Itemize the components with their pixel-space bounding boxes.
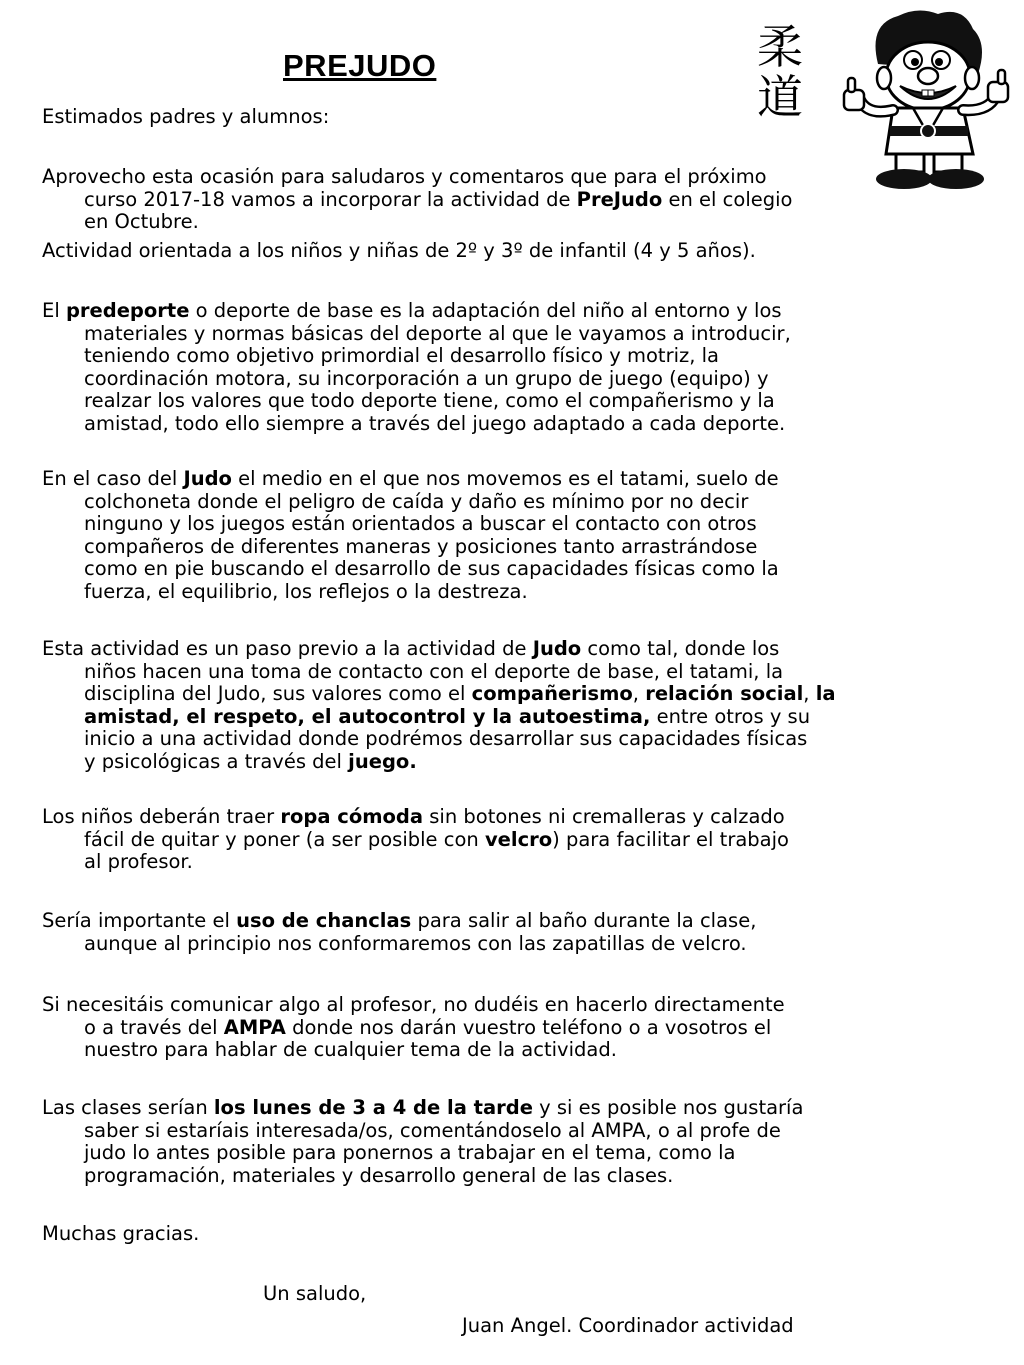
text-line: colchoneta donde el peligro de caída y daño es mínimo por no decir	[84, 489, 749, 513]
text-line: judo lo antes posible para ponernos a trabajar en el tema, como la	[84, 1141, 736, 1164]
text-line: al profesor.	[84, 850, 193, 873]
text-line: amistad, el respeto, el autocontrol y la autoestima, entre otros y su	[84, 704, 811, 728]
text-line: fácil de quitar y poner (a ser posible con velcro) para facilitar el trabajo	[84, 827, 789, 851]
text-line: amistad, todo ello siempre a través del juego adaptado a cada deporte.	[84, 411, 786, 435]
text-line: coordinación motora, su incorporación a un grupo de juego (equipo) y	[84, 366, 769, 390]
closing-salutation: Un saludo,	[263, 1282, 367, 1305]
text-line: materiales y normas básicas del deporte al que le vayamos a introducir,	[84, 321, 791, 345]
text-line: programación, materiales y desarrollo general de las clases.	[84, 1163, 674, 1187]
judoka-cartoon-illustration	[838, 4, 1020, 194]
paragraph-schedule	[42, 1097, 842, 1187]
greeting: Estimados padres y alumnos:	[42, 105, 330, 128]
text-line: El predeporte o deporte de base es la adaptación del niño al entorno y los	[42, 299, 782, 322]
text-line: aunque al principio nos conformaremos con las zapatillas de velcro.	[84, 931, 747, 955]
text-line: y psicológicas a través del juego.	[84, 749, 417, 773]
paragraph-contact	[42, 994, 842, 1062]
text-line: Los niños deberán traer ropa cómoda sin botones ni cremalleras y calzado	[42, 805, 785, 828]
paragraph-target-audience: Actividad orientada a los niños y niñas de 2º y 3º de infantil (4 y 5 años).	[42, 239, 756, 262]
text-line: En el caso del Judo el medio en el que nos movemos es el tatami, suelo de	[42, 467, 779, 490]
text-line: fuerza, el equilibrio, los reflejos o la destreza.	[84, 579, 528, 603]
text-line: niños hacen una toma de contacto con el deporte de base, el tatami, la	[84, 659, 784, 683]
paragraph-clothing	[42, 806, 842, 874]
kanji-ju: 柔	[757, 20, 803, 74]
kanji-do: 道	[757, 70, 803, 124]
text-line: Las clases serían los lunes de 3 a 4 de la tarde y si es posible nos gustaría	[42, 1096, 804, 1119]
text-line: teniendo como objetivo primordial el desarrollo físico y motriz, la	[84, 344, 719, 367]
text-line: como en pie buscando el desarrollo de sus capacidades físicas como la	[84, 557, 779, 580]
signature-line: Juan Angel. Coordinador actividad	[462, 1314, 794, 1337]
paragraph-predeporte	[42, 300, 842, 435]
text-line: Esta actividad es un paso previo a la actividad de Judo como tal, donde los	[42, 637, 780, 660]
text-line: en Octubre.	[84, 210, 199, 233]
page-title: PREJUDO	[283, 48, 437, 83]
text-line: ninguno y los juegos están orientados a buscar el contacto con otros	[84, 512, 757, 535]
paragraph-flip-flops	[42, 910, 842, 955]
text-line: o a través del AMPA donde nos darán vuestro teléfono o a vosotros el	[84, 1015, 772, 1039]
text-line: curso 2017-18 vamos a incorporar la actividad de PreJudo en el colegio	[84, 187, 793, 211]
text-line: compañeros de diferentes maneras y posiciones tanto arrastrándose	[84, 534, 758, 558]
paragraph-judo-tatami	[42, 468, 842, 603]
paragraph-intro	[42, 166, 842, 234]
text-line: Aprovecho esta ocasión para saludaros y comentaros que para el próximo	[42, 165, 767, 188]
text-line: saber si estaríais interesada/os, comentándoselo al AMPA, o al profe de	[84, 1118, 781, 1142]
paragraph-activity-values	[42, 638, 842, 773]
text-line: Sería importante el uso de chanclas para salir al baño durante la clase,	[42, 909, 757, 932]
text-line: disciplina del Judo, sus valores como el compañerismo, relación social, la	[84, 682, 836, 705]
text-line: Si necesitáis comunicar algo al profesor, no dudéis en hacerlo directamente	[42, 993, 785, 1016]
text-line: inicio a una actividad donde podrémos desarrollar sus capacidades físicas	[84, 727, 808, 750]
text-line: nuestro para hablar de cualquier tema de la actividad.	[84, 1038, 617, 1061]
text-line: realzar los valores que todo deporte tiene, como el compañerismo y la	[84, 389, 775, 412]
thanks-line: Muchas gracias.	[42, 1222, 200, 1245]
